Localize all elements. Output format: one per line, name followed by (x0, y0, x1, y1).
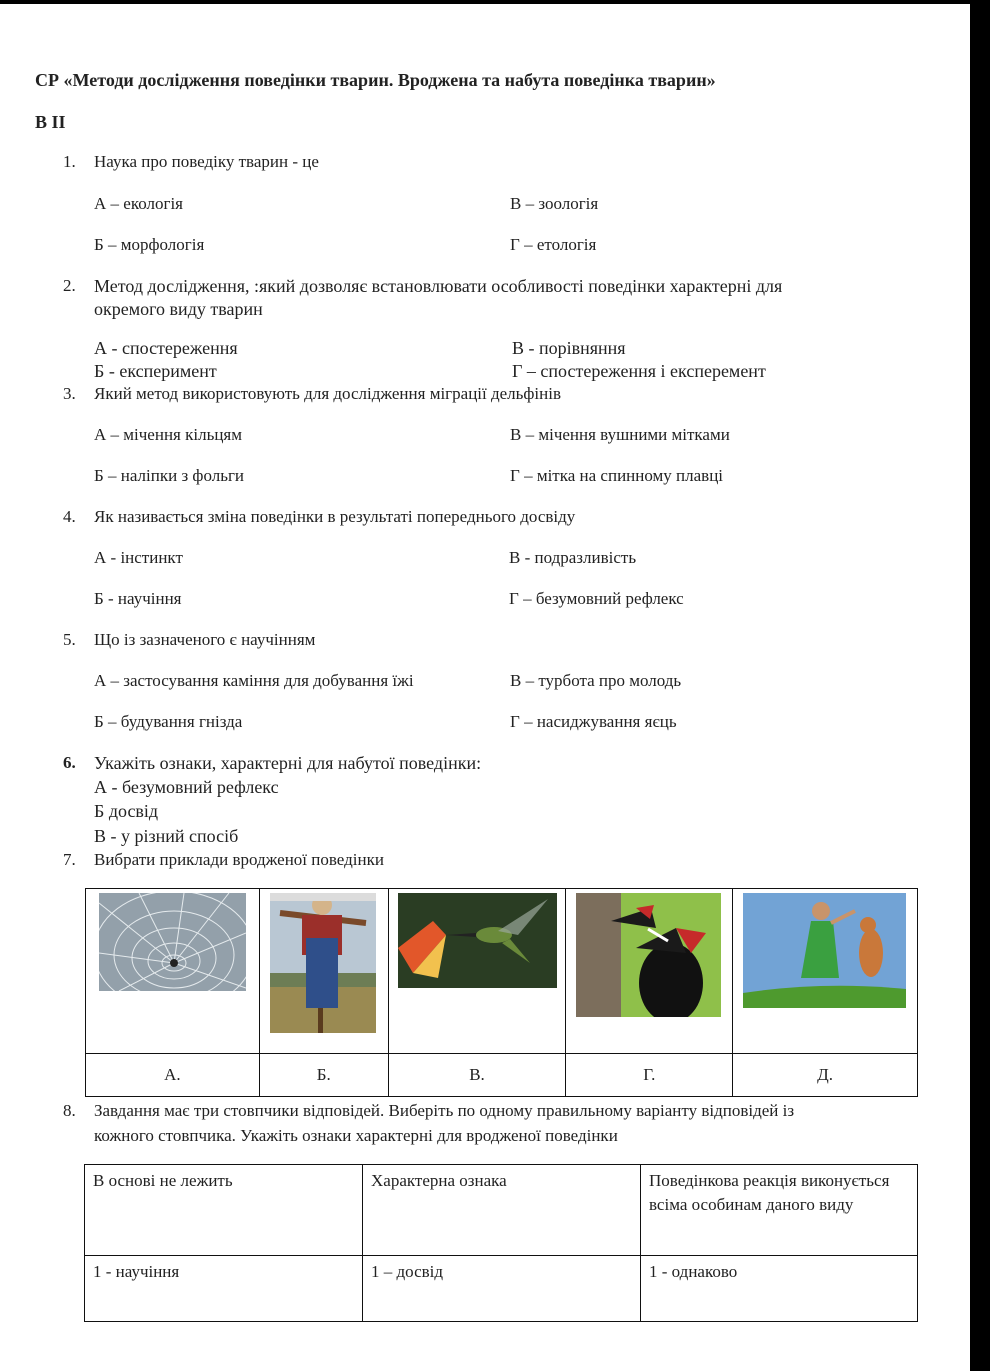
q6-option-v: В - у різний спосіб (94, 826, 239, 846)
worksheet-title: СР «Методи дослідження поведінки тварин. Вроджена та набута поведінка тварин» (35, 70, 716, 90)
q3-option-g: Г – мітка на спинному плавці (510, 466, 724, 485)
q5-text: Що із зазначеного є научінням (94, 630, 316, 649)
q4-option-b: Б - научіння (94, 589, 182, 608)
q4-option-a: А - інстинкт (94, 548, 183, 567)
scarecrow-image (270, 893, 376, 1033)
q3-option-v: В – мічення вушними мітками (510, 425, 730, 444)
variant-label: В II (35, 112, 66, 132)
spider-web-image (99, 893, 246, 991)
q2-text-line1: Метод дослідження, :який дозволяє встановлювати особливості поведінки характерні для (94, 276, 783, 296)
signs-cell-1-2: 1 – досвід (363, 1256, 641, 1322)
picture-label-d: Д. (733, 1054, 918, 1097)
q5-option-g: Г – насиджування яєць (510, 712, 677, 731)
hummingbird-image (398, 893, 557, 988)
q6-option-b: Б досвід (94, 801, 159, 821)
q5-number: 5. (63, 630, 76, 649)
picture-cell-a (86, 889, 260, 1054)
q1-option-v: В – зоологія (510, 194, 599, 213)
q7-number: 7. (63, 850, 76, 869)
picture-cell-g (566, 889, 733, 1054)
signs-table (84, 1164, 918, 1322)
pictures-table (85, 888, 918, 1097)
q2-option-b: Б - експеримент (94, 361, 217, 381)
picture-cell-d (733, 889, 918, 1054)
q8-text-line2: кожного стовпчика. Укажіть ознаки характерні для вродженої поведінки (94, 1126, 618, 1145)
q1-text: Наука про поведіку тварин - це (94, 152, 319, 171)
signs-cell-1-3: 1 - однаково (641, 1256, 918, 1322)
picture-cell-b (259, 889, 388, 1054)
signs-cell-1-1: 1 - научіння (85, 1256, 363, 1322)
q6-text: Укажіть ознаки, характерні для набутої поведінки: (94, 753, 482, 773)
q6-option-a: А - безумовний рефлекс (94, 777, 279, 797)
q4-number: 4. (63, 507, 76, 526)
picture-cell-v (388, 889, 566, 1054)
q1-number: 1. (63, 152, 76, 171)
q8-text-line1: Завдання має три стовпчики відповідей. Виберіть по одному правильному варіанту відповідей із (94, 1101, 795, 1120)
q2-text-line2: окремого виду тварин (94, 299, 263, 319)
q4-option-v: В - подразливість (509, 548, 637, 567)
q5-option-v: В – турбота про молодь (510, 671, 682, 690)
picture-label-v: В. (388, 1054, 566, 1097)
q2-number: 2. (63, 276, 76, 295)
woodpecker-image (576, 893, 721, 1017)
picture-label-g: Г. (566, 1054, 733, 1097)
q7-text: Вибрати приклади вродженої поведінки (94, 850, 384, 869)
q2-option-v: В - порівняння (512, 338, 626, 358)
worksheet-page (0, 4, 970, 1371)
q3-text: Який метод використовують для дослідження міграції дельфінів (94, 384, 562, 403)
q1-option-a: А – екологія (94, 194, 183, 213)
picture-label-a: А. (86, 1054, 260, 1097)
signs-header-2: Характерна ознака (363, 1165, 641, 1256)
girl-dog-image (743, 893, 906, 1008)
picture-label-b: Б. (259, 1054, 388, 1097)
q5-option-b: Б – будування гнізда (94, 712, 243, 731)
q6-number: 6. (63, 753, 76, 772)
q4-option-g: Г – безумовний рефлекс (509, 589, 684, 608)
q5-option-a: А – застосування каміння для добування їжі (94, 671, 414, 690)
q4-text: Як називається зміна поведінки в результаті попереднього досвіду (94, 507, 576, 526)
q3-option-b: Б – наліпки з фольги (94, 466, 245, 485)
q8-number: 8. (63, 1101, 76, 1120)
q3-number: 3. (63, 384, 76, 403)
q2-option-g: Г – спостереження і експеремент (512, 361, 766, 381)
signs-header-3: Поведінкова реакція виконується всіма особинам даного виду (641, 1165, 918, 1256)
q1-option-g: Г – етологія (510, 235, 597, 254)
signs-header-1: В основі не лежить (85, 1165, 363, 1256)
q1-option-b: Б – морфологія (94, 235, 205, 254)
q3-option-a: А – мічення кільцям (94, 425, 243, 444)
q2-option-a: А - спостереження (94, 338, 238, 358)
